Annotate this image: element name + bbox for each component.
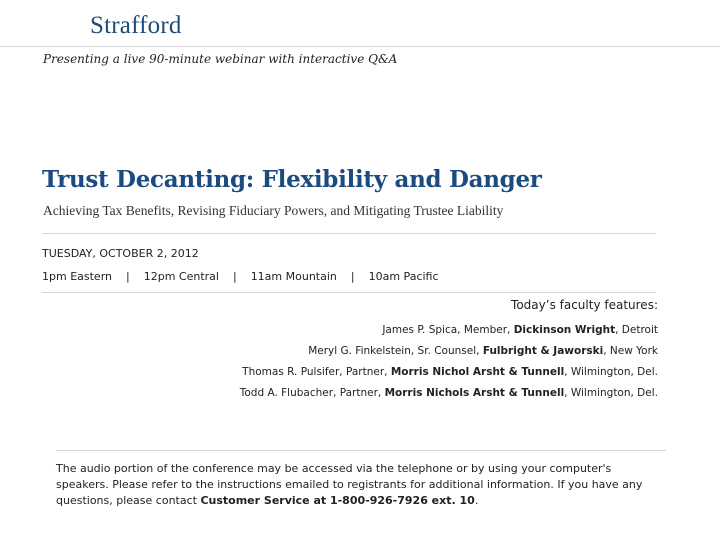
faculty-member	[58, 383, 658, 404]
faculty-location: , Detroit	[615, 324, 658, 336]
faculty-member	[58, 320, 658, 341]
faculty-name: Todd A. Flubacher, Partner,	[239, 387, 385, 399]
faculty-firm: Morris Nichols Arsht & Tunnell	[384, 387, 565, 399]
audio-notice	[56, 461, 666, 509]
webinar-subtitle: Achieving Tax Benefits, Revising Fiduciary Powers, and Mitigating Trustee Liability	[43, 203, 504, 218]
faculty-location: , Wilmington, Del.	[564, 366, 658, 378]
faculty-member	[58, 341, 658, 362]
faculty-member	[58, 362, 658, 383]
faculty-location: , Wilmington, Del.	[564, 387, 658, 399]
time-mountain: 11am Mountain	[250, 270, 337, 283]
webinar-title: Trust Decanting: Flexibility and Danger	[42, 166, 542, 193]
divider	[42, 233, 656, 234]
faculty-heading: Today’s faculty features:	[511, 298, 658, 312]
faculty-firm: Morris Nichol Arsht & Tunnell	[390, 366, 565, 378]
faculty-name: Meryl G. Finkelstein, Sr. Counsel,	[308, 345, 483, 357]
strafford-logo: Strafford	[90, 12, 182, 39]
time-separator: |	[350, 270, 355, 283]
event-date: TUESDAY, OCTOBER 2, 2012	[42, 247, 199, 260]
divider	[42, 292, 656, 293]
faculty-firm: Fulbright & Jaworski	[482, 345, 604, 357]
time-pacific: 10am Pacific	[368, 270, 439, 283]
faculty-firm: Dickinson Wright	[513, 324, 616, 336]
faculty-location: , New York	[603, 345, 658, 357]
audio-notice-text: The audio portion of the conference may be accessed via the telephone or by using your computer's speakers. Please refer to the instructions emailed to registrants for additional information. If you have any questions, please contact	[56, 462, 643, 507]
customer-service-contact: Customer Service at 1-800-926-7926 ext. 10	[200, 494, 475, 507]
audio-notice-end: .	[474, 494, 479, 507]
time-eastern: 1pm Eastern	[42, 270, 112, 283]
divider	[56, 450, 666, 451]
faculty-name: Thomas R. Pulsifer, Partner,	[242, 366, 391, 378]
tagline: Presenting a live 90-minute webinar with interactive Q&A	[43, 52, 398, 66]
faculty-name: James P. Spica, Member,	[382, 324, 514, 336]
faculty-section	[58, 298, 658, 404]
time-separator: |	[126, 270, 130, 283]
time-central: 12pm Central	[143, 270, 219, 283]
time-separator: |	[232, 270, 237, 283]
header-divider	[0, 46, 720, 47]
event-times	[42, 270, 439, 283]
